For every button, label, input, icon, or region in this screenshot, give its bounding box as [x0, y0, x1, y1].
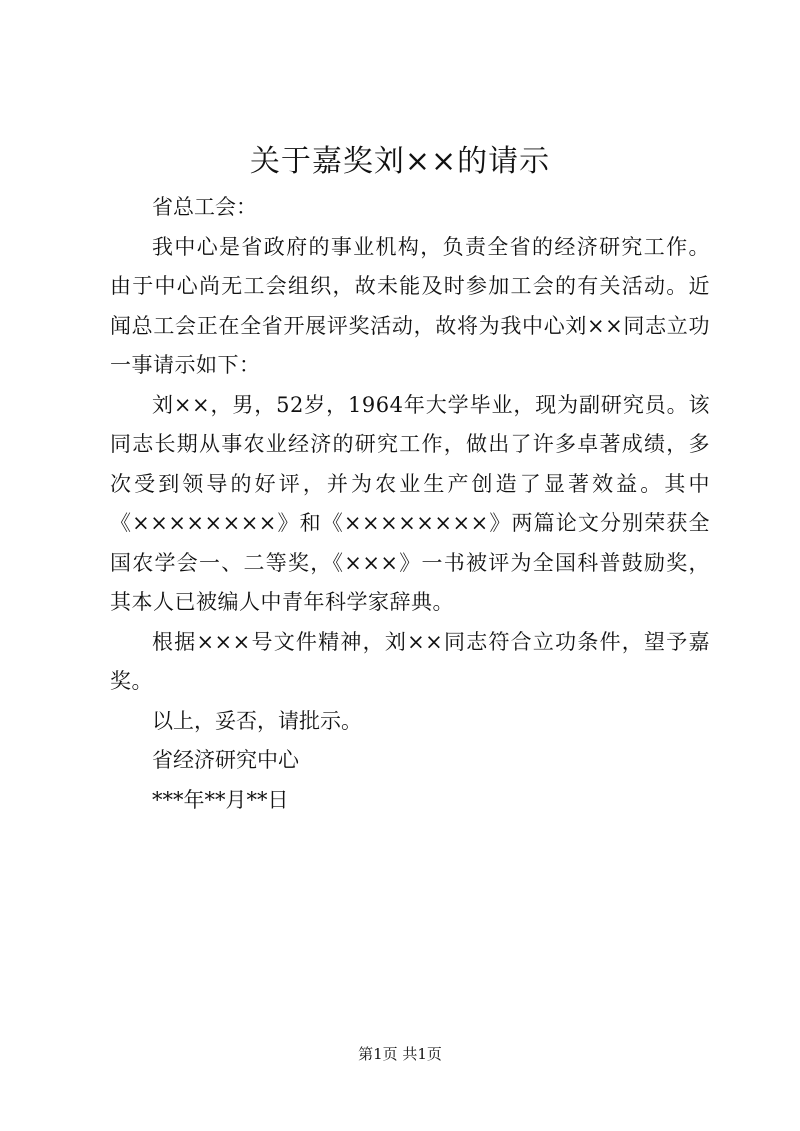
salutation: 省总工会： — [152, 195, 257, 219]
document-body — [110, 188, 710, 820]
paragraph-achievements: 刘××，男，52岁，1964年大学毕业，现为副研究员。该同志长期从事农业经济的研究工作，做出了许多卓著成绩，多次受到领导的好评，并为农业生产创造了显著效益。其中《××××××××》和《××××××××》两篇论文分别荣获全国农学会一、二等奖，《×××》一书被评为全国科普鼓励奖，其本人已被编人中青年科学家辞典。 — [110, 392, 710, 614]
document-title: 关于嘉奖刘××的请示 — [249, 144, 551, 179]
closing-line: 以上，妥否，请批示。 — [152, 708, 362, 733]
date-line: ***年**月**日 — [152, 787, 289, 812]
paragraph-intro: 我中心是省政府的事业机构，负责全省的经济研究工作。由于中心尚无工会组织，故未能及时参加工会的有关活动。近闻总工会正在全省开展评奖活动，故将为我中心刘××同志立功一事请示如下： — [110, 234, 710, 377]
signature: 省经济研究中心 — [152, 748, 299, 772]
paragraph-request: 根据×××号文件精神，刘××同志符合立功条件，望予嘉奖。 — [110, 629, 710, 693]
page-footer: 第1页 共1页 — [358, 1045, 442, 1063]
